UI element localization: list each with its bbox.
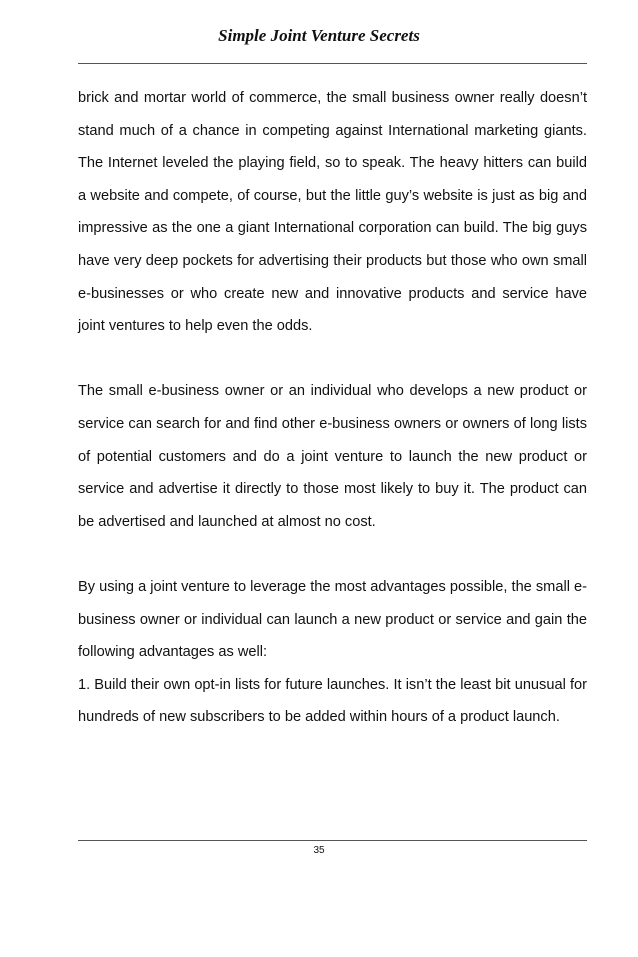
page-header-title: Simple Joint Venture Secrets [218,26,420,45]
page-body [78,82,587,734]
list-item-1: 1. Build their own opt-in lists for future launches. It isn’t the least bit unusual for hundreds of new subscribers to be added within hours of a product launch. [78,676,587,726]
page-number: 35 [313,845,325,856]
paragraph-gap [78,538,587,571]
paragraph-3: By using a joint venture to leverage the most advantages possible, the small e-business owner or individual can launch a new product or service and gain the following advantages as well: [78,578,587,661]
paragraph-gap [78,343,587,376]
paragraph-2: The small e-business owner or an individual who develops a new product or service can search for and find other e-business owners or owners of long lists of potential customers and do a joint venture to launch the new product or service and advertise it directly to those most likely to buy it. The product can be advertised and launched at almost no cost. [78,383,587,530]
header-rule [78,63,587,64]
paragraph-1: brick and mortar world of commerce, the small business owner really doesn’t stand much of a chance in competing against International marketing giants. The Internet leveled the playing field, so to speak. The heavy hitters can build a website and compete, of course, but the little guy’s website is just as big and impressive as the one a giant International corporation can build. The big guys have very deep pockets for advertising their products but those who own small e-businesses or who create new and innovative products and service have joint ventures to help even the odds. [78,90,587,335]
footer-rule [78,840,587,841]
